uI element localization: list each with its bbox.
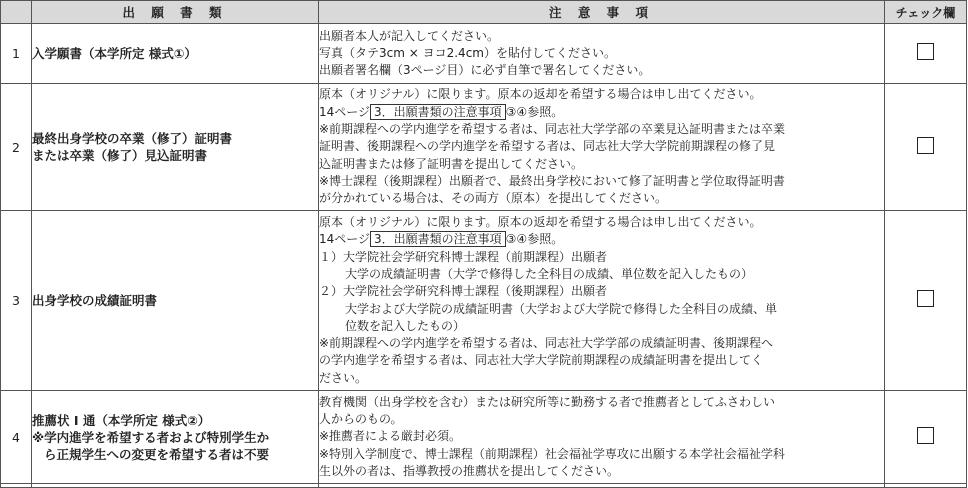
table-row	[1, 24, 967, 84]
checkbox[interactable]	[917, 290, 934, 307]
notes-cell	[319, 84, 885, 211]
header-document-type: 出 願 書 類	[32, 1, 319, 24]
reference-box: 3．出願書類の注意事項	[370, 231, 506, 247]
document-type	[32, 391, 319, 484]
document-type-line: 入学願書（本学所定 様式①）	[32, 46, 197, 61]
note-line: 教育機関（出身学校を含む）または研究所等に勤務する者で推薦者としてふさわしい	[319, 394, 776, 409]
note-line: 証明書、後期課程への学内進学を希望する者は、同志社大学大学院前期課程の修了見	[319, 139, 776, 154]
note-line: 込証明書または修了証明書を提出してください。	[319, 156, 584, 171]
table-header-row	[1, 1, 967, 24]
list-item-desc	[319, 301, 884, 336]
checkbox[interactable]	[917, 137, 934, 154]
reference-prefix: 14ページ	[319, 104, 371, 119]
row-number: 4	[1, 391, 32, 484]
continuation-cell	[885, 484, 967, 488]
notes-cell	[319, 391, 885, 484]
note-line: ださい。	[319, 370, 368, 385]
reference-line	[319, 231, 884, 248]
notes-cell	[319, 24, 885, 84]
note-line: 出願者署名欄（3ページ目）に必ず自筆で署名してください。	[319, 63, 651, 78]
reference-suffix: ③④参照。	[505, 232, 564, 247]
row-number: 1	[1, 24, 32, 84]
document-type	[32, 84, 319, 211]
table-row-continuation	[1, 484, 967, 488]
reference-box: 3．出願書類の注意事項	[370, 104, 506, 120]
header-number	[1, 1, 32, 24]
note-line: 人からのもの。	[319, 412, 403, 427]
document-type-line: 推薦状 I 通（本学所定 様式②）	[32, 412, 211, 428]
list-item-desc: 大学の成績証明書（大学で修得した全科目の成績、単位数を記入したもの）	[345, 266, 754, 281]
row-number: 3	[1, 211, 32, 391]
document-type-line: 最終出身学校の卒業（修了）証明書	[32, 131, 233, 146]
continuation-cell	[1, 484, 32, 488]
checkbox[interactable]	[917, 427, 934, 444]
reference-line	[319, 104, 884, 121]
check-cell	[885, 84, 967, 211]
document-type-line: ※学内進学を希望する者および特別学生か	[32, 429, 270, 445]
note-line: ※推薦者による厳封必須。	[319, 429, 462, 444]
list-item-title: ２）大学院社会学研究科博士課程（後期課程）出願者	[319, 284, 608, 299]
note-line: 生以外の者は、指導教授の推薦状を提出してください。	[319, 463, 620, 478]
note-line: 大学および大学院の成績証明書（大学および大学院で修得した全科目の成績、単	[345, 301, 778, 316]
note-item	[319, 335, 884, 387]
note-line: が分かれている場合は、その両方（原本）を提出してください。	[319, 191, 668, 206]
document-type	[32, 211, 319, 391]
note-line: 原本（オリジナル）に限ります。原本の返却を希望する場合は申し出てください。	[319, 87, 762, 102]
check-cell	[885, 391, 967, 484]
note-line: ※前期課程への学内進学を希望する者は、同志社大学学部の卒業見込証明書または卒業	[319, 122, 786, 137]
document-type-line: 出身学校の成績証明書	[32, 293, 158, 308]
note-line: ※前期課程への学内進学を希望する者は、同志社大学学部の成績証明書、後期課程へ	[319, 336, 774, 351]
document-type-line: ら正規学生への変更を希望する者は不要	[44, 446, 270, 462]
reference-prefix: 14ページ	[319, 232, 371, 247]
reference-suffix: ③④参照。	[505, 104, 564, 119]
table-row	[1, 211, 967, 391]
notes-cell	[319, 211, 885, 391]
document-type-line: または卒業（修了）見込証明書	[32, 148, 208, 163]
note-line: の学内進学を希望する者は、同志社大学大学院前期課程の成績証明書を提出してく	[319, 353, 764, 368]
note-line: 写真（タテ3cm × ヨコ2.4cm）を貼付してください。	[319, 45, 616, 60]
check-cell	[885, 24, 967, 84]
note-item	[319, 446, 884, 481]
document-type	[32, 24, 319, 84]
checkbox[interactable]	[917, 43, 934, 60]
note-item	[319, 173, 884, 208]
note-line: 原本（オリジナル）に限ります。原本の返却を希望する場合は申し出てください。	[319, 215, 762, 230]
list-item-title: １）大学院社会学研究科博士課程（前期課程）出願者	[319, 249, 608, 264]
table-row	[1, 84, 967, 211]
continuation-cell	[32, 484, 319, 488]
note-line: 出願者本人が記入してください。	[319, 28, 500, 43]
note-line: 位数を記入したもの）	[345, 318, 466, 333]
header-notes: 注 意 事 項	[319, 1, 885, 24]
table-row	[1, 391, 967, 484]
row-number: 2	[1, 84, 32, 211]
check-cell	[885, 211, 967, 391]
note-line: ※博士課程（後期課程）出願者で、最終出身学校において修了証明書と学位取得証明書	[319, 173, 785, 188]
header-check: チェック欄	[885, 1, 967, 24]
continuation-cell	[319, 484, 885, 488]
note-line: ※特別入学制度で、博士課程（前期課程）社会福祉学専攻に出願する本学社会福祉学科	[319, 446, 785, 461]
note-item	[319, 121, 884, 173]
